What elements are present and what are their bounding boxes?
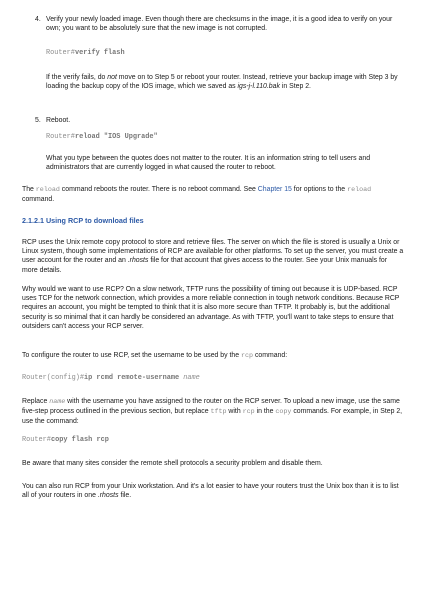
- text-run: command reboots the router. There is no reboot command. See: [59, 186, 258, 193]
- paragraph: [22, 238, 404, 275]
- code-prompt: Router#: [22, 436, 51, 444]
- file-name: .rhosts: [127, 257, 149, 265]
- code-line: [22, 436, 404, 445]
- step-text: Verify your newly loaded image. Even though there are checksums in the image, it is a good idea to verify on your own; you want to be absolutely sure that the new image is not corrupted.: [46, 16, 393, 33]
- text-run: command:: [253, 352, 288, 359]
- code-line: [46, 133, 402, 142]
- text-run: If the verify fails, do: [46, 74, 108, 81]
- paragraph: [22, 351, 404, 361]
- text-run: You can also run RCP from your Unix workstation. And it's a lot easier to have your routers trust the Unix box than it is to list all of your routers in one: [22, 483, 399, 500]
- text-run: To configure the router to use RCP, set the username to be used by the: [22, 352, 241, 359]
- text-run: in Step 2.: [279, 83, 311, 91]
- chapter-link[interactable]: Chapter 15: [257, 186, 292, 193]
- text-run: for options to the: [291, 186, 348, 193]
- text-run: RCP uses the Unix remote copy protocol to store and retrieve files. The server on which the file is stored is usually a Unix or Linux system, though some implementations of RCP are available for other platforms. To set up the server, you must create a user account for the router and an: [22, 239, 404, 265]
- code-command: ip rcmd remote-username: [84, 374, 180, 382]
- text-run: Replace: [22, 398, 50, 405]
- text-run: file for that account that gives access to the router. See your Unix manuals for more details.: [22, 257, 388, 274]
- code-line: [22, 374, 404, 383]
- text-run: command.: [22, 196, 55, 204]
- paragraph: [22, 482, 404, 500]
- inline-code: reload: [35, 186, 60, 194]
- inline-code: tftp: [210, 408, 227, 417]
- emphasis-text: not: [107, 74, 117, 81]
- inline-argument: name: [49, 398, 66, 406]
- code-line: [46, 49, 402, 58]
- text-run: in the: [254, 408, 276, 416]
- code-command: verify flash: [74, 49, 125, 57]
- step-number: 4.: [35, 16, 41, 23]
- paragraph: [46, 73, 402, 91]
- file-name: .rhosts: [97, 492, 119, 500]
- code-command: copy flash rcp: [50, 436, 109, 444]
- inline-code: rcp: [242, 408, 255, 417]
- inline-code: rcp: [240, 352, 254, 360]
- code-prompt: Router#: [46, 133, 75, 141]
- text-run: with the username you have assigned to the router on the RCP server. To upload a new image, use the same five-step process outlined in the previous section, but replace: [22, 398, 400, 416]
- code-prompt: Router#: [46, 49, 75, 57]
- code-argument: name: [179, 374, 200, 382]
- inline-code: copy: [275, 408, 292, 417]
- code-prompt: Router(config)#: [22, 374, 85, 382]
- paragraph: [22, 397, 404, 427]
- paragraph: Be aware that many sites consider the remote shell protocols a security problem and disable them.: [22, 460, 323, 467]
- step-number: 5.: [35, 117, 41, 124]
- paragraph: What you type between the quotes does not matter to the router. It is an information string to tell users and administrators that are currently logged in what caused the router to reboot.: [46, 155, 371, 172]
- section-heading: 2.1.2.1 Using RCP to download files: [22, 216, 144, 225]
- file-name: igs-j-l.110.bak: [237, 83, 280, 91]
- paragraph: Why would we want to use RCP? On a slow network, TFTP runs the possibility of timing out because it is UDP-based. RCP uses TCP for the network connection, which provides a more reliable connection in tough network conditions. Because RCP requires an account, you might be tempted to think that it is also more secure than TFTP. It probably is, but the additional security is so minimal that it can hardly be considered an advantage. As with TFTP, you'll want to take steps to ensure that outsiders can't access your RCP server.: [22, 286, 400, 330]
- text-run: The: [22, 186, 36, 193]
- inline-code: reload: [347, 186, 372, 194]
- step-text: Reboot.: [46, 117, 71, 124]
- text-run: commands. For example, in Step 2, use the command:: [22, 408, 403, 426]
- paragraph: [22, 185, 404, 204]
- text-run: move on to Step 5 or reboot your router. Instead, retrieve your backup image with Step 3 by loading the backup copy of the IOS image, which we saved as: [46, 74, 398, 91]
- code-command: reload "IOS Upgrade": [74, 133, 158, 141]
- text-run: with: [226, 408, 243, 416]
- text-run: file.: [118, 492, 132, 500]
